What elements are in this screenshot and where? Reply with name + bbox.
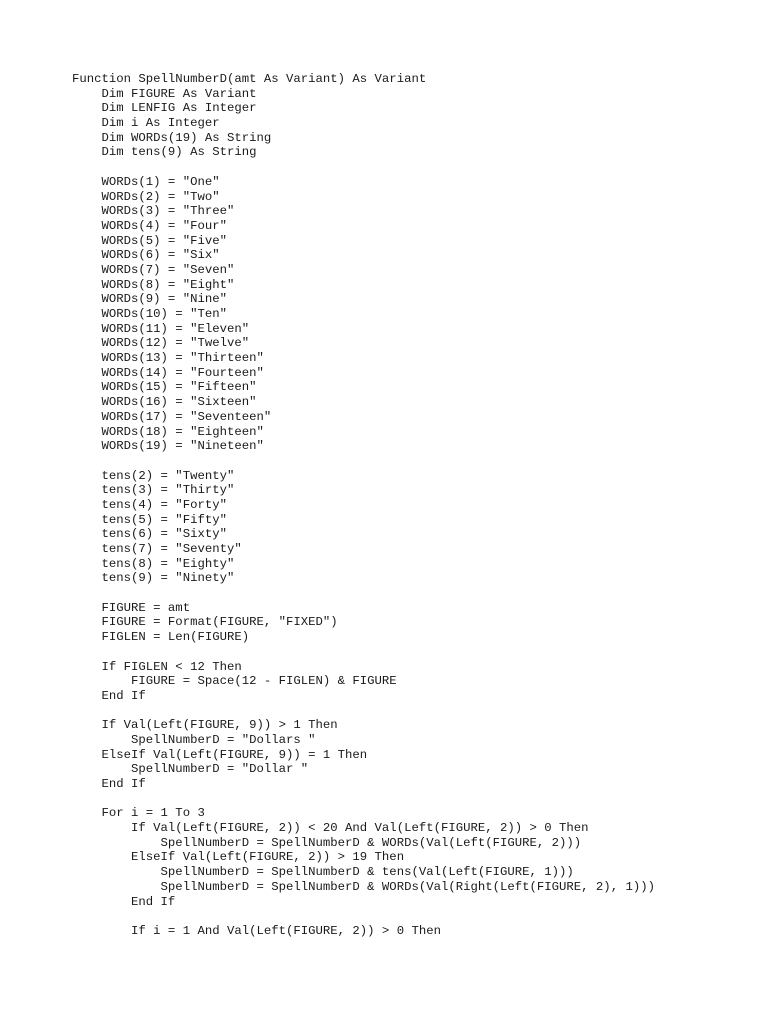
code-line: FIGURE = Space(12 - FIGLEN) & FIGURE: [72, 674, 397, 689]
code-line: tens(7) = "Seventy": [72, 542, 242, 556]
code-line: If FIGLEN < 12 Then: [72, 659, 242, 674]
code-line: FIGURE = amt: [72, 600, 191, 615]
code-line: End If: [72, 894, 176, 909]
code-line: tens(6) = "Sixty": [72, 527, 227, 542]
code-line: [72, 909, 655, 924]
code-line: SpellNumberD = SpellNumberD & WORDs(Val(Right(Left(FIGURE, 2), 1))): [72, 879, 655, 894]
code-line: SpellNumberD = "Dollars ": [72, 732, 316, 747]
code-line: WORDs(1) = "One": [72, 174, 220, 189]
code-line: WORDs(19) = "Nineteen": [72, 439, 264, 454]
code-line: FIGURE = Format(FIGURE, "FIXED"): [72, 615, 338, 630]
code-line: WORDs(6) = "Six": [72, 248, 220, 263]
code-line: For i = 1 To 3: [72, 806, 205, 821]
code-line: WORDs(15) = "Fifteen": [72, 380, 257, 395]
code-line: tens(4) = "Forty": [72, 497, 227, 512]
code-line: End If: [72, 688, 146, 703]
code-line: If Val(Left(FIGURE, 2)) < 20 And Val(Left(FIGURE, 2)) > 0 Then: [72, 821, 589, 836]
code-line: WORDs(5) = "Five": [72, 233, 227, 248]
code-line: If Val(Left(FIGURE, 9)) > 1 Then: [72, 718, 338, 733]
code-line: WORDs(17) = "Seventeen": [72, 409, 272, 424]
code-line: [72, 704, 655, 719]
code-line: Function SpellNumberD(amt As Variant) As Variant: [72, 72, 427, 86]
code-line: Dim FIGURE As Variant: [72, 86, 257, 101]
code-line: End If: [72, 777, 146, 791]
code-line: tens(9) = "Ninety": [72, 571, 235, 586]
code-line: [72, 586, 655, 601]
code-line: Dim i As Integer: [72, 116, 220, 131]
code-line: [72, 792, 655, 807]
code-line: ElseIf Val(Left(FIGURE, 9)) = 1 Then: [72, 747, 368, 762]
code-line: Dim tens(9) As String: [72, 145, 257, 160]
code-line: WORDs(10) = "Ten": [72, 307, 227, 321]
code-line: If i = 1 And Val(Left(FIGURE, 2)) > 0 Then: [72, 923, 441, 938]
code-line: WORDs(18) = "Eighteen": [72, 424, 264, 439]
code-line: WORDs(4) = "Four": [72, 218, 227, 233]
code-line: [72, 160, 655, 175]
code-line: SpellNumberD = "Dollar ": [72, 762, 309, 777]
code-line: WORDs(8) = "Eight": [72, 277, 235, 292]
code-line: WORDs(7) = "Seven": [72, 262, 235, 277]
code-line: [72, 454, 655, 469]
code-line: tens(2) = "Twenty": [72, 468, 235, 483]
code-line: WORDs(14) = "Fourteen": [72, 365, 264, 380]
code-line: [72, 645, 655, 660]
code-line: Dim WORDs(19) As String: [72, 130, 272, 145]
code-line: tens(8) = "Eighty": [72, 556, 235, 571]
code-line: Dim LENFIG As Integer: [72, 101, 257, 116]
code-line: tens(3) = "Thirty": [72, 483, 235, 498]
code-line: FIGLEN = Len(FIGURE): [72, 630, 250, 645]
code-line: tens(5) = "Fifty": [72, 512, 227, 527]
code-line: WORDs(16) = "Sixteen": [72, 395, 257, 410]
code-line: SpellNumberD = SpellNumberD & WORDs(Val(Left(FIGURE, 2))): [72, 835, 582, 850]
code-line: WORDs(11) = "Eleven": [72, 321, 250, 336]
code-line: WORDs(3) = "Three": [72, 204, 235, 219]
code-line: ElseIf Val(Left(FIGURE, 2)) > 19 Then: [72, 850, 405, 865]
code-line: WORDs(9) = "Nine": [72, 292, 227, 307]
code-line: WORDs(2) = "Two": [72, 189, 220, 204]
code-listing: [72, 72, 655, 939]
code-line: WORDs(13) = "Thirteen": [72, 351, 264, 366]
code-line: WORDs(12) = "Twelve": [72, 336, 250, 351]
code-line: SpellNumberD = SpellNumberD & tens(Val(Left(FIGURE, 1))): [72, 865, 574, 880]
